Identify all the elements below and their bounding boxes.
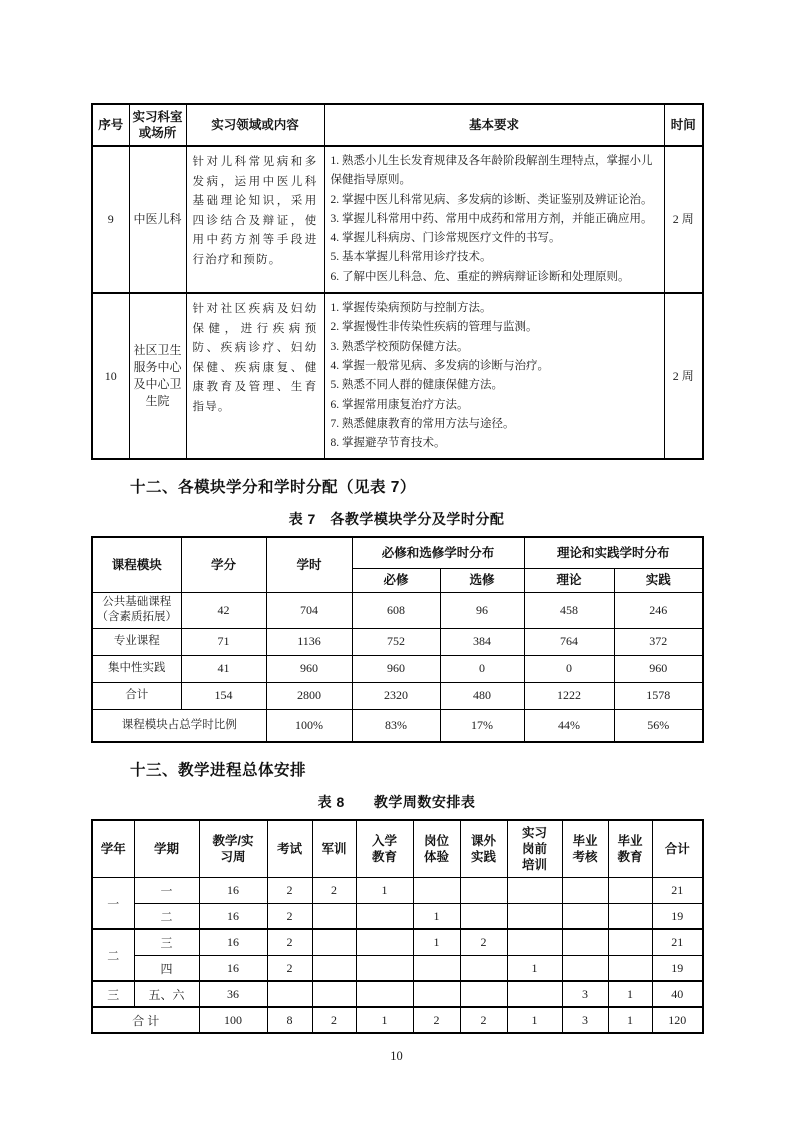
- t8-value-cell: 36: [199, 981, 267, 1007]
- table7-title: 表 7 各教学模块学分及学时分配: [288, 511, 505, 528]
- t8-data-row: [92, 929, 703, 955]
- t8-value-cell: [562, 903, 608, 929]
- requirement-item: 3. 熟悉学校预防保健方法。: [330, 340, 469, 353]
- t8-value-cell: [507, 903, 562, 929]
- t8-value-cell: 21: [652, 929, 703, 955]
- t7-value-cell: 2320: [352, 682, 440, 709]
- t8-value-cell: 21: [652, 877, 703, 903]
- t7-value-cell: 704: [266, 592, 352, 628]
- internship-table-header: [92, 104, 703, 146]
- t8-value-cell: [312, 929, 356, 955]
- t8-column-header: 合计: [652, 820, 703, 877]
- requirement-item: 5. 基本掌握儿科常用诊疗技术。: [330, 251, 492, 264]
- table8-title: 表 8 教学周数安排表: [317, 794, 476, 811]
- t8-semester-cell: 二: [134, 903, 199, 929]
- requirement-item: 4. 掌握儿科病房、门诊常规医疗文件的书写。: [330, 232, 561, 245]
- t8-value-cell: [507, 877, 562, 903]
- t8-value-cell: 16: [199, 877, 267, 903]
- t8-value-cell: [562, 929, 608, 955]
- t8-value-cell: [460, 877, 507, 903]
- t8-value-cell: 2: [312, 877, 356, 903]
- credit-hours-table-header: [92, 537, 703, 592]
- t7-value-cell: 764: [524, 628, 614, 655]
- t8-value-cell: [312, 955, 356, 981]
- requirement-item: 1. 掌握传染病预防与控制方法。: [330, 302, 492, 315]
- t7-value-cell: 480: [440, 682, 524, 709]
- t8-value-cell: [356, 981, 413, 1007]
- t7-ratio-value: 56%: [614, 709, 703, 742]
- t8-value-cell: 2: [267, 877, 312, 903]
- t7-data-row: [92, 655, 703, 682]
- t8-semester-cell: 五、六: [134, 981, 199, 1007]
- t8-column-header: 毕业 考核: [562, 820, 608, 877]
- t7-value-cell: 2800: [266, 682, 352, 709]
- t8-column-header: 岗位 体验: [413, 820, 460, 877]
- requirement-item: 1. 熟悉小儿生长发育规律及各年龄阶段解剖生理特点，掌握小儿保健指导原则。: [330, 155, 653, 187]
- internship-requirements: [324, 146, 664, 293]
- internship-row: [92, 293, 703, 459]
- t7-value-cell: 752: [352, 628, 440, 655]
- t7-ratio-value: 83%: [352, 709, 440, 742]
- t8-column-header: 课外 实践: [460, 820, 507, 877]
- t8-total-value: 2: [312, 1007, 356, 1033]
- t7-ratio-value: 44%: [524, 709, 614, 742]
- page-content: [91, 0, 702, 1064]
- t7-row-label: 集中性实践: [92, 655, 181, 682]
- t7-row-label: 公共基础课程 （含素质拓展）: [92, 592, 181, 628]
- t7-row-label: 专业课程: [92, 628, 181, 655]
- page-number: 10: [390, 1049, 403, 1064]
- t8-data-row: [92, 955, 703, 981]
- internship-column-header: 基本要求: [324, 104, 664, 146]
- t7-value-cell: 608: [352, 592, 440, 628]
- t8-total-value: 1: [507, 1007, 562, 1033]
- t7-value-cell: 0: [524, 655, 614, 682]
- section-12-heading: 十二、各模块学分和学时分配（见表 7）: [130, 479, 416, 497]
- t7-data-row: [92, 628, 703, 655]
- t8-value-cell: [413, 981, 460, 1007]
- t8-value-cell: 1: [356, 877, 413, 903]
- t8-semester-cell: 四: [134, 955, 199, 981]
- t7-header-group_required_elective: 必修和选修学时分布: [352, 537, 524, 568]
- internship-requirements: [324, 293, 664, 459]
- t8-total-value: 1: [608, 1007, 652, 1033]
- t7-header-row-1: [92, 537, 703, 568]
- t8-value-cell: [460, 903, 507, 929]
- t8-value-cell: 2: [460, 929, 507, 955]
- t7-value-cell: 42: [181, 592, 266, 628]
- t8-value-cell: 1: [507, 955, 562, 981]
- internship-row-number: 9: [92, 146, 129, 293]
- t8-total-value: 2: [460, 1007, 507, 1033]
- t8-value-cell: 1: [413, 903, 460, 929]
- t7-header-group_theory_practice: 理论和实践学时分布: [524, 537, 703, 568]
- t7-row-label: 合计: [92, 682, 181, 709]
- t8-data-row: [92, 981, 703, 1007]
- t8-total-value: 3: [562, 1007, 608, 1033]
- internship-row-number: 10: [92, 293, 129, 459]
- requirement-item: 6. 掌握常用康复治疗方法。: [330, 398, 469, 411]
- t8-value-cell: 3: [562, 981, 608, 1007]
- t8-column-header: 军训: [312, 820, 356, 877]
- internship-table-body: [92, 146, 703, 459]
- internship-column-header: 实习科室 或场所: [129, 104, 186, 146]
- t8-column-header: 学年: [92, 820, 134, 877]
- t8-total-row: [92, 1007, 703, 1033]
- t8-header-row: [92, 820, 703, 877]
- t8-value-cell: [562, 955, 608, 981]
- t7-value-cell: 71: [181, 628, 266, 655]
- t8-value-cell: [507, 929, 562, 955]
- internship-time: 2 周: [664, 293, 703, 459]
- t8-total-value: 120: [652, 1007, 703, 1033]
- t8-value-cell: [312, 981, 356, 1007]
- t8-value-cell: 40: [652, 981, 703, 1007]
- t8-value-cell: 16: [199, 929, 267, 955]
- t7-ratio-value: 100%: [266, 709, 352, 742]
- t7-subheader-practice: 实践: [614, 568, 703, 592]
- t8-value-cell: 19: [652, 903, 703, 929]
- t8-column-header: 实习 岗前 培训: [507, 820, 562, 877]
- t8-value-cell: 2: [267, 903, 312, 929]
- t8-value-cell: 16: [199, 903, 267, 929]
- section-13-heading: 十三、教学进程总体安排: [130, 762, 307, 780]
- internship-content: 针对社区疾病及妇幼保健，进行疾病预防、疾病诊疗、妇幼保健、疾病康复、健康教育及管理、生育指导。: [186, 293, 324, 459]
- t8-value-cell: [460, 981, 507, 1007]
- t8-total-value: 1: [356, 1007, 413, 1033]
- requirement-item: 7. 熟悉健康教育的常用方法与途径。: [330, 417, 515, 430]
- internship-column-header: 实习领域或内容: [186, 104, 324, 146]
- t7-value-cell: 960: [266, 655, 352, 682]
- t8-value-cell: [312, 903, 356, 929]
- t8-column-header: 入学 教育: [356, 820, 413, 877]
- t7-value-cell: 1578: [614, 682, 703, 709]
- t7-subheader-required: 必修: [352, 568, 440, 592]
- t8-year-cell: 一: [92, 877, 134, 929]
- t8-value-cell: 16: [199, 955, 267, 981]
- t7-header-module: 课程模块: [92, 537, 181, 592]
- t8-column-header: 考试: [267, 820, 312, 877]
- internship-content: 针对儿科常见病和多发病，运用中医儿科基础理论知识，采用四诊结合及辩证，使用中药方剂等手段进行治疗和预防。: [186, 146, 324, 293]
- t7-value-cell: 0: [440, 655, 524, 682]
- internship-dept: 社区卫生 服务中心 及中心卫 生院: [129, 293, 186, 459]
- t7-ratio-row: [92, 709, 703, 742]
- t7-data-row: [92, 592, 703, 628]
- t7-ratio-value: 17%: [440, 709, 524, 742]
- t8-column-header: 毕业 教育: [608, 820, 652, 877]
- t8-value-cell: [608, 903, 652, 929]
- t8-value-cell: [356, 955, 413, 981]
- t7-value-cell: 96: [440, 592, 524, 628]
- t8-value-cell: 19: [652, 955, 703, 981]
- internship-time: 2 周: [664, 146, 703, 293]
- t8-value-cell: [267, 981, 312, 1007]
- t8-value-cell: 2: [267, 955, 312, 981]
- t8-value-cell: [608, 955, 652, 981]
- t8-value-cell: [608, 877, 652, 903]
- t8-total-value: 8: [267, 1007, 312, 1033]
- t8-data-row: [92, 877, 703, 903]
- t7-value-cell: 41: [181, 655, 266, 682]
- t8-value-cell: [562, 877, 608, 903]
- t8-value-cell: [460, 955, 507, 981]
- internship-column-header: 时间: [664, 104, 703, 146]
- requirement-item: 3. 掌握儿科常用中药、常用中成药和常用方剂，并能正确应用。: [330, 212, 653, 225]
- t8-year-cell: 三: [92, 981, 134, 1007]
- requirement-item: 2. 掌握中医儿科常见病、多发病的诊断、类证鉴别及辨证论治。: [330, 193, 653, 206]
- internship-dept: 中医儿科: [129, 146, 186, 293]
- t8-column-header: 教学/实 习周: [199, 820, 267, 877]
- t7-value-cell: 1136: [266, 628, 352, 655]
- t7-header-credits: 学分: [181, 537, 266, 592]
- t7-subheader-elective: 选修: [440, 568, 524, 592]
- t8-year-cell: 二: [92, 929, 134, 981]
- credit-hours-table: [91, 536, 704, 743]
- requirement-item: 5. 熟悉不同人群的健康保健方法。: [330, 379, 503, 392]
- t8-semester-cell: 一: [134, 877, 199, 903]
- credit-hours-table-body: [92, 592, 703, 742]
- t8-column-header: 学期: [134, 820, 199, 877]
- requirement-item: 8. 掌握避孕节育技术。: [330, 437, 446, 450]
- t7-value-cell: 154: [181, 682, 266, 709]
- t7-data-row: [92, 682, 703, 709]
- t8-value-cell: [356, 903, 413, 929]
- internship-row: [92, 146, 703, 293]
- teaching-weeks-table: [91, 819, 704, 1034]
- t7-value-cell: 246: [614, 592, 703, 628]
- t7-ratio-label: 课程模块占总学时比例: [92, 709, 266, 742]
- teaching-weeks-table-header: [92, 820, 703, 877]
- t8-value-cell: [413, 877, 460, 903]
- t8-value-cell: 2: [267, 929, 312, 955]
- t7-header-hours: 学时: [266, 537, 352, 592]
- t8-semester-cell: 三: [134, 929, 199, 955]
- t8-value-cell: 1: [413, 929, 460, 955]
- t7-value-cell: 458: [524, 592, 614, 628]
- t8-total-value: 100: [199, 1007, 267, 1033]
- internship-column-header: 序号: [92, 104, 129, 146]
- t8-total-value: 2: [413, 1007, 460, 1033]
- internship-requirements-table: [91, 103, 704, 460]
- t7-subheader-theory: 理论: [524, 568, 614, 592]
- t7-value-cell: 384: [440, 628, 524, 655]
- teaching-weeks-table-body: [92, 877, 703, 1033]
- t7-value-cell: 1222: [524, 682, 614, 709]
- t8-value-cell: 1: [608, 981, 652, 1007]
- t8-value-cell: [413, 955, 460, 981]
- requirement-item: 6. 了解中医儿科急、危、重症的辨病辩证诊断和处理原则。: [330, 270, 630, 283]
- requirement-item: 2. 掌握慢性非传染性疾病的管理与监测。: [330, 321, 538, 334]
- t8-value-cell: [356, 929, 413, 955]
- t8-total-label: 合 计: [92, 1007, 199, 1033]
- t7-value-cell: 372: [614, 628, 703, 655]
- t8-value-cell: [507, 981, 562, 1007]
- internship-header-row: [92, 104, 703, 146]
- t7-value-cell: 960: [614, 655, 703, 682]
- requirement-item: 4. 掌握一般常见病、多发病的诊断与治疗。: [330, 359, 549, 372]
- t8-data-row: [92, 903, 703, 929]
- t7-value-cell: 960: [352, 655, 440, 682]
- t8-value-cell: [608, 929, 652, 955]
